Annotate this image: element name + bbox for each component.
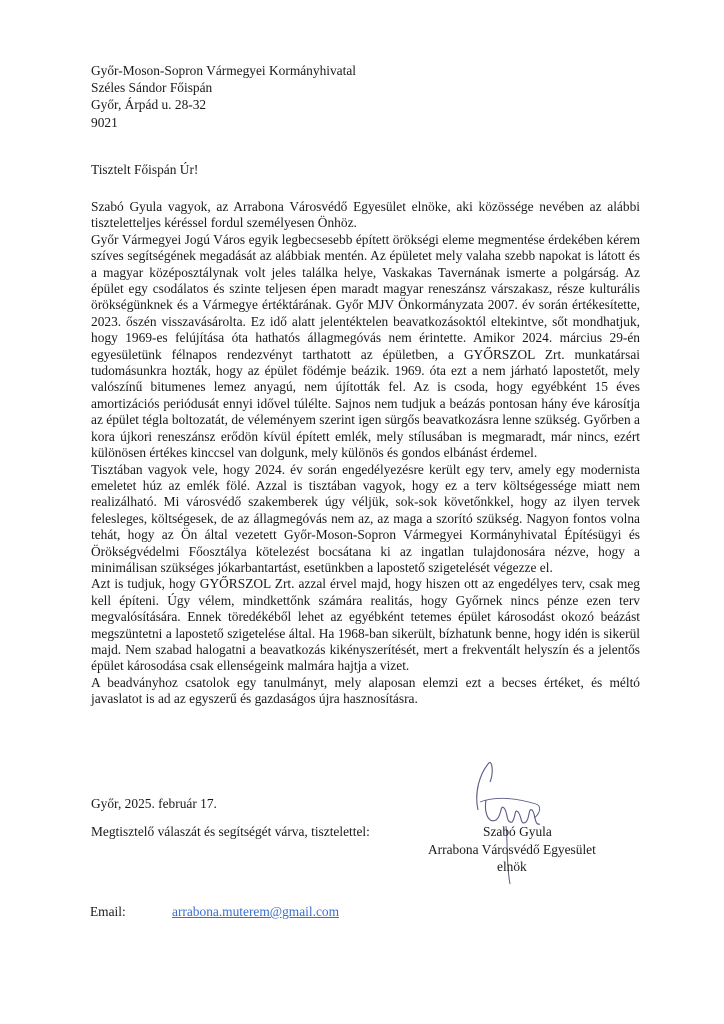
- salutation: Tisztelt Főispán Úr!: [91, 162, 199, 177]
- recipient-line-3: Győr, Árpád u. 28-32: [91, 97, 207, 113]
- email-label: Email:: [90, 904, 126, 919]
- paragraph-2: Győr Vármegyei Jogú Város egyik legbecsesebb épített örökségi eleme megmentése érdekében kérem szíves segítségének megadását az alábbiak mentén. Az épületet mely valaha szebb napokat is látott és a magyar középosztálynak volt jeles találka helye, Vaskakas Tavernának ismerte a polgárság. Az épület egy csodálatos és szinte teljesen épen maradt magyar reneszánsz várszakasz, része kulturális örökségünknek és a Vármegye értéktárának. Győr MJV Önkormányzata 2007. év során értékesítette, 2023. őszén visszavásárolta. Ez idő alatt jelentéktelen beavatkozásoktól eltekintve, sőt mondhatjuk, hogy 1969-es felújítása óta hathatós állagmegóvás nem érintette. Amikor 2024. március 29-én egyesületünk félnapos rendezvényt tarthatott az épületben, a GYŐRSZOL Zrt. munkatársai tudomásunkra hozták, hogy az épület födémje beázik. 1969. óta ezt a nem járható lapostetőt, mely valószínű bitumenes lemez anyagú, nem újították fel. Az is csoda, hogy egyébként 15 éves amortizációs periódusát ennyi idővel túlélte. Sajnos nem tudjuk a beázás pontosan hány éve károsítja az épület tégla boltozatát, de véleményem szerint igen sürgős beavatkozásra lenne szükség. Győrben a kora újkori reneszánsz erődön kívül épített emlék, mely stílusában is megmaradt, már nincs, ezért különösen értékes kinccsel van dolgunk, mely különös és gondos elbánást érdemel.: [91, 231, 640, 461]
- recipient-line-2: Széles Sándor Főispán: [91, 80, 213, 96]
- closing-line: Megtisztelő válaszát és segítségét várva, tisztelettel:: [91, 824, 370, 839]
- recipient-line-4: 9021: [91, 114, 118, 130]
- email-link[interactable]: arrabona.muterem@gmail.com: [172, 904, 340, 919]
- paragraph-3: Tisztában vagyok vele, hogy 2024. év során engedélyezésre került egy terv, amely egy modernista emeletet húz az emlék fölé. Azzal is tisztában vagyok, hogy ez a terv költségessége miatt nem realizálható. Mi városvédő szakemberek úgy véljük, sok-sok követőnkkel, hogy az ilyen tervek felesleges, költségesek, de az állagmegóvás nem az, az maga a szorító szükség. Nagyon fontos volna tehát, hogy az Ön által vezetett Győr-Moson-Sopron Vármegyei Kormányhivatal Építésügyi és Örökségvédelmi Főosztálya kötelezést bocsátana ki az ingatlan tulajdonosára nézve, hogy a minimálisan szükséges jókarbantartást, esetünkben a lapostető szigetelését végezze el.: [91, 461, 640, 575]
- signer-organization: Arrabona Városvédő Egyesület: [428, 842, 596, 857]
- recipient-line-1: Győr-Moson-Sopron Vármegyei Kormányhivatal: [91, 63, 357, 78]
- letter-body: [91, 199, 640, 708]
- recipient-address: [91, 62, 356, 131]
- signer-name: Szabó Gyula: [483, 824, 552, 839]
- paragraph-4: Azt is tudjuk, hogy GYŐRSZOL Zrt. azzal érvel majd, hogy hiszen ott az engedélyes terv, csak meg kell építeni. Úgy vélem, mindkettőnk számára realitás, hogy Győrnek nincs pénze ezen terv megvalósítására. Ennek töredékéből lehet az egyébként tetemes épület károsodást okozó beázást megszüntetni a lapostető szigetelése által. Ha 1968-ban sikerült, bízhatunk benne, hogy idén is sikerül majd. Nem szabad halogatni a beavatkozás kikényszerítését, mert a frekventált helyszín és a jelentős épület károsodása csak ellenségeink malmára hajtja a vizet.: [91, 576, 640, 674]
- paragraph-1: Szabó Gyula vagyok, az Arrabona Városvédő Egyesület elnöke, aki közössége nevében az alábbi tiszteletteljes kéréssel fordul személyesen Önhöz.: [91, 199, 640, 231]
- paragraph-5: A beadványhoz csatolok egy tanulmányt, mely alaposan elemzi ezt a becses értéket, és méltó javaslatot is ad az egyszerű és gazdaságos újra hasznosításra.: [91, 674, 640, 707]
- letter-date: Győr, 2025. február 17.: [91, 796, 217, 811]
- signer-role: elnök: [497, 859, 527, 874]
